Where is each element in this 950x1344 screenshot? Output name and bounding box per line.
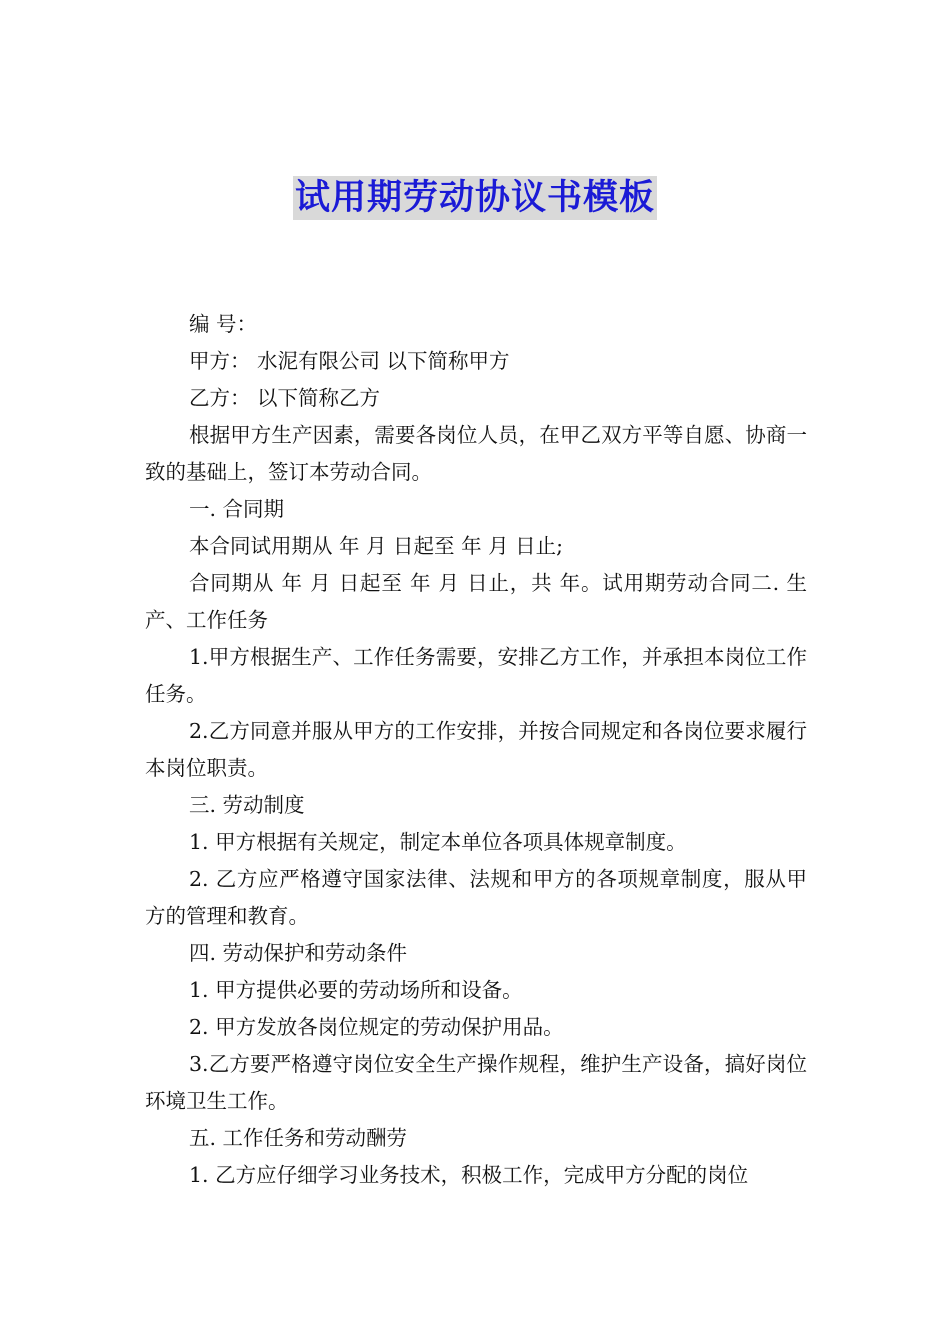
paragraph-party-b: 乙方： 以下简称乙方 <box>189 386 381 410</box>
paragraph-labor-protection-3: 3.乙方要严格遵守岗位安全生产操作规程，维护生产设备，搞好岗位环境卫生工作。 <box>145 1052 807 1113</box>
document-body <box>145 306 807 1194</box>
document-title: 试用期劳动协议书模板 <box>294 178 655 218</box>
paragraph-labor-protection-2: 2. 甲方发放各岗位规定的劳动保护用品。 <box>189 1015 564 1039</box>
paragraph-labor-protection-1: 1. 甲方提供必要的劳动场所和设备。 <box>189 978 523 1002</box>
paragraph-party-a: 甲方： 水泥有限公司 以下简称甲方 <box>189 349 510 373</box>
section-heading-remuneration: 五. 工作任务和劳动酬劳 <box>189 1126 408 1150</box>
paragraph-labor-system-2: 2. 乙方应严格遵守国家法律、法规和甲方的各项规章制度，服从甲方的管理和教育。 <box>145 867 807 928</box>
title-container <box>0 176 950 220</box>
paragraph-preamble: 根据甲方生产因素，需要各岗位人员，在甲乙双方平等自愿、协商一致的基础上，签订本劳动合同。 <box>145 423 807 484</box>
paragraph-labor-system-1: 1. 甲方根据有关规定，制定本单位各项具体规章制度。 <box>189 830 687 854</box>
section-heading-contract-period: 一. 合同期 <box>189 497 285 521</box>
paragraph-work-task-2: 2.乙方同意并服从甲方的工作安排，并按合同规定和各岗位要求履行本岗位职责。 <box>145 719 807 780</box>
paragraph-probation-period: 本合同试用期从 年 月 日起至 年 月 日止; <box>189 534 564 558</box>
section-heading-labor-protection: 四. 劳动保护和劳动条件 <box>189 941 408 965</box>
paragraph-contract-period: 合同期从 年 月 日起至 年 月 日止，共 年。试用期劳动合同二. 生产、工作任务 <box>145 571 807 632</box>
paragraph-serial-number: 编 号： <box>189 312 258 336</box>
paragraph-work-task-1: 1.甲方根据生产、工作任务需要，安排乙方工作，并承担本岗位工作任务。 <box>145 645 807 706</box>
paragraph-remuneration-1: 1. 乙方应仔细学习业务技术，积极工作，完成甲方分配的岗位 <box>189 1163 749 1187</box>
section-heading-labor-system: 三. 劳动制度 <box>189 793 305 817</box>
